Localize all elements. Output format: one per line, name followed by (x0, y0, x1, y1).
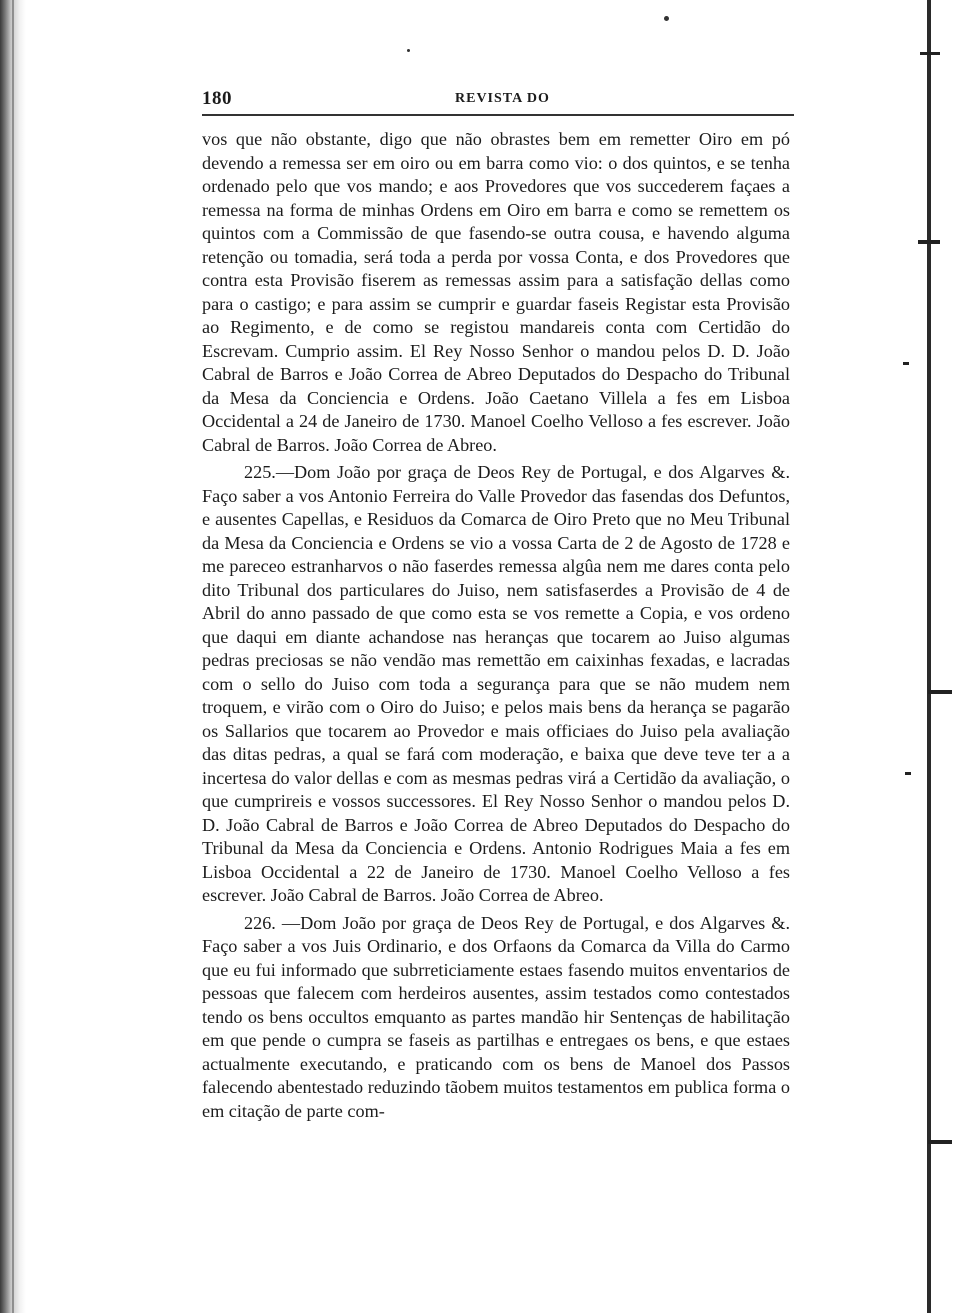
margin-tick (905, 772, 911, 775)
binding-line (12, 0, 14, 1313)
scan-speck (407, 49, 410, 52)
paragraph-continuation: vos que não obstante, digo que não obrastes bem em remetter Oiro em pó devendo a remessa ser em oiro ou em barra como vio: o dos quintos, e se tenha ordenado pelo que vos mando; e aos Provedores que vos succederem façaes a remessa na forma de minhas Ordens em Oiro em barra e como se remettem os quintos com a Commissão de que fasendo-se outra cousa, e havendo alguma retenção ou tomadia, será toda a perda por vossa Conta, e dos Provedores que contra esta Provisão fiserem as remessas assim para a satisfação dellas como para o castigo; e para assim se cumprir e guardar faseis Registar esta Provisão ao Regimento, e de como se registou mandareis conta com Certidão do Escrevam. Cumprio assim. El Rey Nosso Senhor o mandou pelos D. D. João Cabral de Barros e João Correa de Abreo Deputados do Despacho do Tribunal da Mesa da Conciencia e Ordens. João Caetano Villela a fes em Lisboa Occidental a 24 de Janeiro de 1730. Manoel Coelho Velloso a fes escrever. João Cabral de Barros. João Correa de Abreo. (202, 129, 790, 455)
paragraph-226: 226. —Dom João por graça de Deos Rey de Portugal, e dos Algarves &. Faço saber a vos Juis Ordinario, e dos Orfaons da Comarca da Villa do Carmo que eu fui informado que subrreticiamente estaes fasendo muitos enventarios de pessoas que falecem com herdeiros ausentes, assim testados como contestados tendo os bens occultos emquanto as partes mandão hir Sentenças de habilitação em que pende o cumpra se faseis as partilhas e entregaes os bens, e que estaes actualmente executando, e praticando com os bens de Manoel dos Passos falecendo abentestado reduzindo tãobem muitos testamentos em publica forma o em citação de parte com- (202, 912, 790, 1121)
margin-tick (928, 690, 952, 694)
scan-speck (664, 16, 669, 21)
margin-tick (918, 240, 940, 244)
margin-rule (927, 0, 931, 1313)
running-title: REVISTA DO (455, 91, 550, 106)
margin-tick (928, 1140, 952, 1144)
page-body (202, 128, 790, 1123)
margin-tick (920, 52, 940, 55)
page-header (202, 88, 794, 112)
header-rule (202, 114, 794, 116)
page-number: 180 (202, 88, 232, 109)
margin-tick (903, 362, 909, 365)
paragraph-225: 225.—Dom João por graça de Deos Rey de Portugal, e dos Algarves &. Faço saber a vos Antonio Ferreira do Valle Provedor das fasendas dos Defuntos, e ausentes Capellas, e Residuos da Comarca de Oiro Preto que no Meu Tribunal da Mesa da Conciencia e Ordens se vio a vossa Carta de 2 de Agosto de 1728 e me pareceo estranharvos o não faserdes remessa algûa nem me dares conta pelo dito Tribunal dos particulares do Juiso, nem satisfaserdes a Provisão de 4 de Abril do anno passado de que como esta se vos remette a Copia, e vos ordeno que daqui em diante achandose nas heranças que tocarem ao Juiso algumas pedras preciosas se não vendão mas remettão em caixinhas fexadas, e lacradas com o sello do Juiso com toda a segurança para que se não mudem nem troquem, e virão com o Oiro do Juiso; e pelos mais bens da herança se pagarão os Sallarios que tocarem ao Provedor e mais officiaes do Juiso pela avaliação das ditas pedras, a qual se fará com moderação, e baixa que deve teve ter a a incertesa do valor dellas e com as mesmas pedras virá a Certidão da avaliação, o que cumprireis e vossos successores. El Rey Nosso Senhor o mandou pelos D. D. João Cabral de Barros e João Correa de Abreo Deputados do Despacho do Tribunal da Mesa da Conciencia e Ordens. Antonio Rodrigues Maia a fes em Lisboa Occidental a 22 de Janeiro de 1730. Manoel Coelho Velloso a fes escrever. João Cabral de Barros. João Correa de Abreo. (202, 462, 790, 905)
